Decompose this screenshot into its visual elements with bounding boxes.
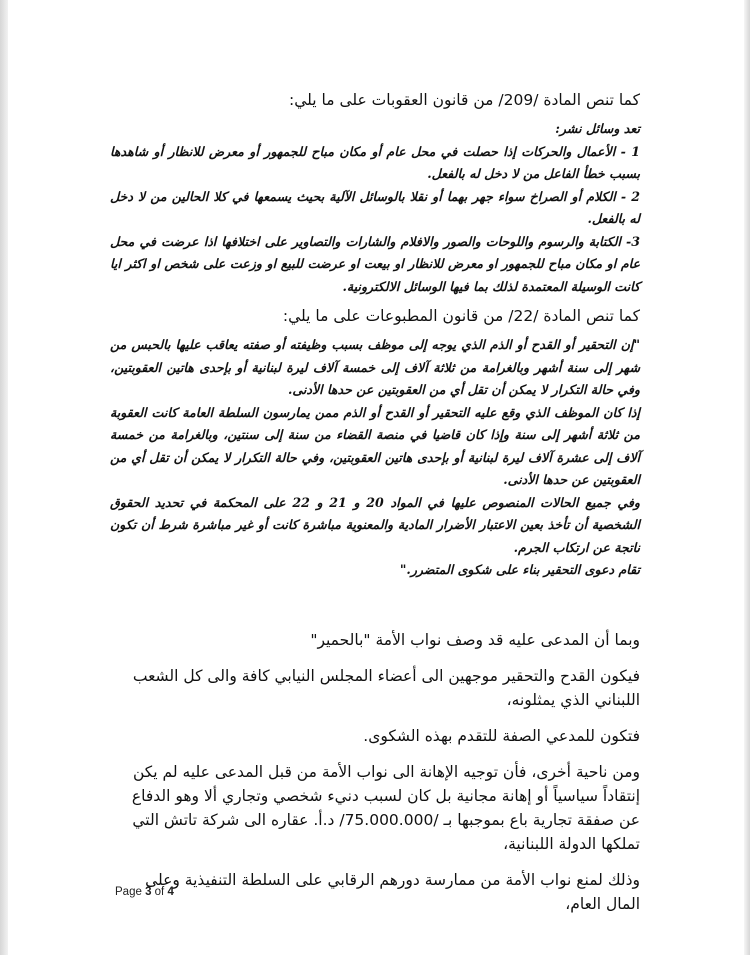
body-paragraph: وبما أن المدعى عليه قد وصف نواب الأمة "بالحمير"	[310, 630, 640, 649]
article-209-quote	[110, 118, 640, 298]
quote-line: 2 - الكلام أو الصراخ سواء جهر بهما أو نقلا بالوسائل الآلية بحيث يسمعها في كلا الحالين من لا دخل له بالفعل.	[110, 188, 640, 226]
section-gap	[110, 588, 640, 628]
page-edge-right	[744, 0, 750, 955]
footer-middle: of	[151, 886, 168, 898]
quote-line: وفي جميع الحالات المنصوص عليها في المواد 20 و 21 و 22 على المحكمة في تحديد الحقوق الشخصية أن تأخذ بعين الاعتبار الأضرار المادية والمعنوية مباشرة كانت أو غير مباشرة شرط أن تكون ناتجة عن ارتكاب الجرم.	[110, 494, 641, 555]
article-209-intro: كما تنص المادة /209/ من قانون العقوبات على ما يلي:	[288, 91, 640, 109]
page-number-footer	[115, 886, 174, 898]
footer-current-page: 3	[145, 886, 152, 898]
document-body	[110, 88, 640, 928]
quote-line: 1 - الأعمال والحركات إذا حصلت في محل عام أو مكان مباح للجمهور أو معرض للانظار أو شاهدها بسبب خطأ الفاعل من لا دخل له بالفعل.	[110, 143, 640, 181]
quote-line: تعد وسائل نشر:	[555, 121, 640, 136]
quote-line: "إن التحقير أو القدح أو الذم الذي يوجه إلى موظف بسبب وظيفته أو صفته يعاقب عليها بالحبس من شهر إلى سنة أشهر وبالغرامة من ثلاثة آلاف إلى خمسة آلاف ليرة لبنانية أو بإحدى هاتين العقوبتين، وفي حالة التكرار لا يمكن أن تقل أي من العقوبتين عن حدها الأدنى.	[110, 337, 640, 397]
quote-line: إذا كان الموظف الذي وقع عليه التحقير أو القدح أو الذم ممن يمارسون السلطة العامة كانت العقوبة من ثلاثة أشهر إلى سنة وإذا كان قاضيا في منصة القضاء من سنة إلى سنتين، وبالغرامة من خمسة آلاف إلى عشرة آلاف ليرة لبنانية أو بإحدى هاتين العقوبتين، وفي حالة التكرار لا يمكن أن تقل أي من العقوبتين عن حدها الأدنى.	[110, 404, 640, 487]
footer-total-pages: 4	[167, 886, 174, 898]
article-22-intro: كما تنص المادة /22/ من قانون المطبوعات على ما يلي:	[282, 307, 640, 325]
quote-line: تقام دعوى التحقير بناء على شكوى المتضرر."	[399, 562, 640, 577]
body-paragraph: ومن ناحية أخرى، فأن توجيه الإهانة الى نواب الأمة من قبل المدعى عليه لم يكن إنتقاداً سياسياً أو إهانة مجانية بل كان لسبب دنيء شخصي وتجاري ألا وهو الدفاع عن صفقة تجارية باع بموجبها بـ /75.000.000/ د.أ. عقاره الى شركة تاتش التي تملكها الدولة اللبنانية،	[131, 762, 640, 853]
quote-line: 3- الكتابة والرسوم واللوحات والصور والافلام والشارات والتصاوير على اختلافها اذا عرضت في محل عام او مكان مباح للجمهور او معرض للانظار او بيعت او عرضت للبيع او وزعت على شخص او اكثر ايا كانت الوسيلة المعتمدة لذلك بما فيها الوسائل الالكترونية.	[110, 233, 640, 294]
body-paragraph: فتكون للمدعي الصفة للتقدم بهذه الشكوى.	[363, 726, 640, 745]
article-22-quote	[110, 334, 640, 582]
footer-prefix: Page	[115, 886, 146, 898]
body-paragraph: وذلك لمنع نواب الأمة من ممارسة دورهم الرقابي على السلطة التنفيذية وعلى المال العام،	[145, 870, 640, 913]
page-edge-left	[0, 0, 8, 955]
body-paragraph: فيكون القدح والتحقير موجهين الى أعضاء المجلس النيابي كافة والى كل الشعب اللبناني الذي يمثلونه،	[132, 666, 640, 709]
